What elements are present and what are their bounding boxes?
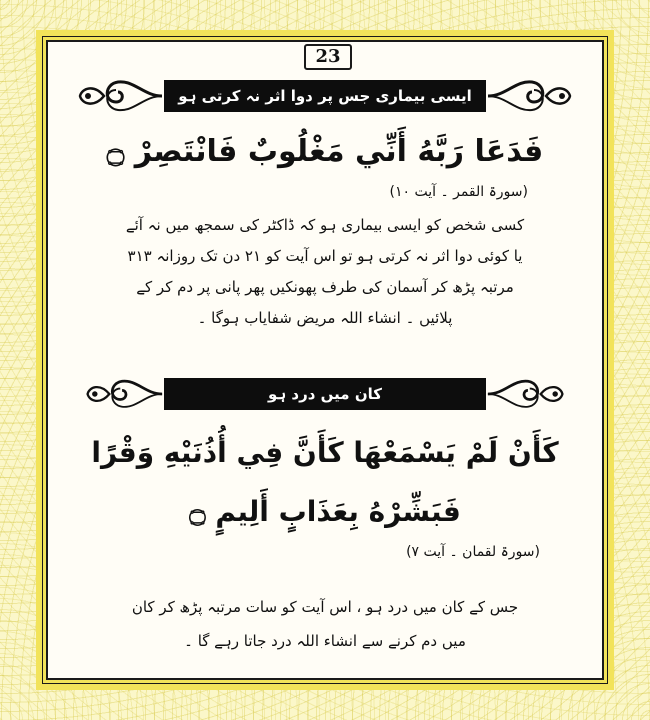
section1-verse: فَدَعَا رَبَّهُ أَنِّي مَغْلُوبٌ فَانْتَصِرْ ۝ (106, 134, 544, 169)
scroll-ornament-left-icon (74, 74, 164, 118)
section1-text-line: پلائیں ۔ انشاء اللہ مریض شفایاب ہوگا ۔ (197, 309, 453, 327)
section2-reference: (سورۃ لقمان ۔ آیت ۷) (406, 544, 540, 560)
scroll-ornament-right-icon (486, 374, 568, 414)
section2-text-line: میں دم کرنے سے انشاء اللہ درد جاتا رہے گا ۔ (184, 632, 466, 650)
section2-text (70, 590, 580, 658)
section1-heading: ایسی بیماری جس پر دوا اثر نہ کرتی ہو (164, 80, 486, 112)
scroll-ornament-right-icon (486, 74, 576, 118)
scroll-ornament-left-icon (82, 374, 164, 414)
section2-verse-line2: فَبَشِّرْهُ بِعَذَابٍ أَلِيمٍ ۝ (189, 495, 461, 528)
section2-text-line: جس کے کان میں درد ہو ، اس آیت کو سات مرتبہ پڑھ کر کان (131, 598, 519, 616)
section1-text-line: کسی شخص کو ایسی بیماری ہو کہ ڈاکٹر کی سمجھ میں نہ آئے (125, 216, 525, 234)
section1-text (70, 210, 580, 334)
section1-text-line: مرتبہ پڑھ کر آسمان کی طرف پھونکیں پھر پانی پر دم کر کے (136, 278, 514, 296)
page-number: 23 (304, 44, 352, 70)
section2-heading: کان میں درد ہو (164, 378, 486, 410)
section1-text-line: یا کوئی دوا اثر نہ کرتی ہو تو اس آیت کو ۲۱ دن تک روزانہ ۳۱۳ (127, 247, 523, 265)
section1-reference: (سورۃ القمر ۔ آیت ۱۰) (389, 184, 528, 200)
section2-verse-line1: كَأَنْ لَمْ يَسْمَعْهَا كَأَنَّ فِي أُذُنَيْهِ وَقْرًا (91, 436, 559, 469)
